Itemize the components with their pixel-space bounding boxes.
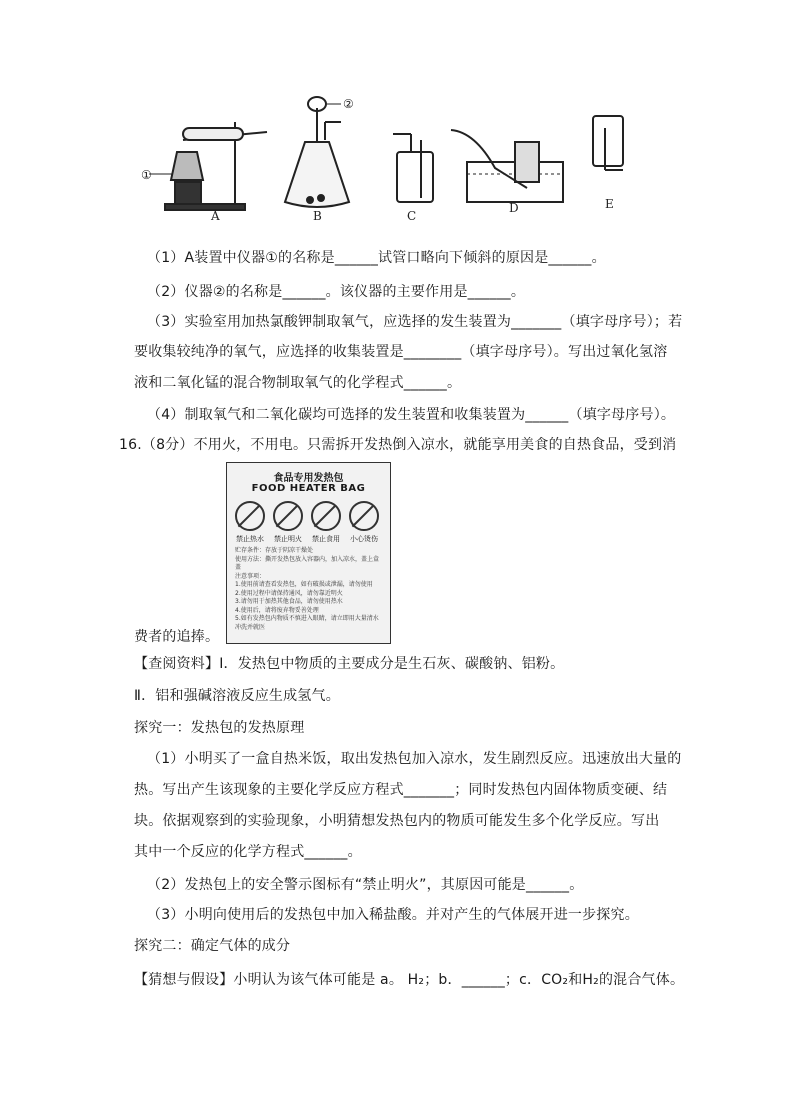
text-line: （2）发热包上的安全警示图标有“禁止明火”，其原因可能是______。 <box>147 877 584 893</box>
no-hot-water-icon: 禁止热水 <box>233 501 267 544</box>
text-line: （2）仪器②的名称是______。该仪器的主要作用是______。 <box>147 284 526 300</box>
apparatus-figure <box>135 92 655 220</box>
question-16-heading: 16.（8分）不用火，不用电。只需拆开发热倒入凉水，就能享用美食的自热食品，受到消 <box>119 437 677 453</box>
text-line: （1）小明买了一盒自热米饭，取出发热包加入凉水，发生剧烈反应。迅速放出大量的 <box>147 751 682 767</box>
label-circle-1: ① <box>141 168 152 182</box>
text-line: 要收集较纯净的氧气，应选择的收集装置是________（填字母序号）。写出过氧化氢溶 <box>134 344 668 360</box>
label-D: D <box>509 201 519 215</box>
text-line: Ⅱ．铝和强碱溶液反应生成氢气。 <box>134 688 340 704</box>
label-A: A <box>211 209 220 220</box>
text-line: 费者的追捧。 <box>134 629 220 645</box>
text-line: （4）制取氧气和二氧化碳均可选择的发生装置和收集装置为______（填字母序号）。 <box>147 407 676 423</box>
label-circle-2: ② <box>343 97 354 111</box>
text-line: 其中一个反应的化学方程式______。 <box>134 844 362 860</box>
food-heater-bag-image <box>226 462 391 644</box>
text-line: （3）小明向使用后的发热包中加入稀盐酸。并对产生的气体展开进一步探究。 <box>147 907 639 923</box>
section-heading: 探究二：确定气体的成分 <box>134 938 291 954</box>
section-heading: 探究一：发热包的发热原理 <box>134 720 305 736</box>
text-line: 【猜想与假设】小明认为该气体可能是 a。 H₂；b．______；c．CO₂和H₂的混合气体。 <box>134 972 685 988</box>
hot-caution-icon: 小心烫伤 <box>347 501 381 544</box>
label-C: C <box>407 209 417 220</box>
no-open-flame-icon: 禁止明火 <box>271 501 305 544</box>
label-B: B <box>313 209 322 220</box>
text-line: 块。依据观察到的实验现象，小明猜想发热包内的物质可能发生多个化学反应。写出 <box>134 813 660 829</box>
text-line: （1）A装置中仪器①的名称是______试管口略向下倾斜的原因是______。 <box>147 250 606 266</box>
heater-title-cn: 食品专用发热包 <box>273 473 344 484</box>
text-line: 液和二氧化锰的混合物制取氧气的化学程式______。 <box>134 375 462 391</box>
heater-instructions: 贮存条件：存放于阴凉干燥处 使用方法：撕开发热包放入容器内，加入凉水，盖上盒盖 注意事项： 1.使用前请查看发热包，如有破损或泄漏，请勿使用 2.使用过程中请保持通风，请勿靠近明火 3.请勿用于加热其他食品，请勿使用热水 4.使用后，请将废弃物妥善处理 5.如有发热包内物质不慎进入眼睛，请立即用大量清水冲洗并就医 <box>235 547 380 631</box>
no-eating-icon: 禁止食用 <box>309 501 343 544</box>
text-line: 热。写出产生该现象的主要化学反应方程式_______；同时发热包内固体物质变硬、结 <box>134 782 668 798</box>
text-line: （3）实验室用加热氯酸钾制取氧气，应选择的发生装置为_______（填字母序号）；若 <box>147 314 683 330</box>
text-line: 【查阅资料】Ⅰ．发热包中物质的主要成分是生石灰、碳酸钠、铝粉。 <box>134 656 565 672</box>
heater-title-en: FOOD HEATER BAG <box>251 483 366 494</box>
label-E: E <box>605 197 614 211</box>
